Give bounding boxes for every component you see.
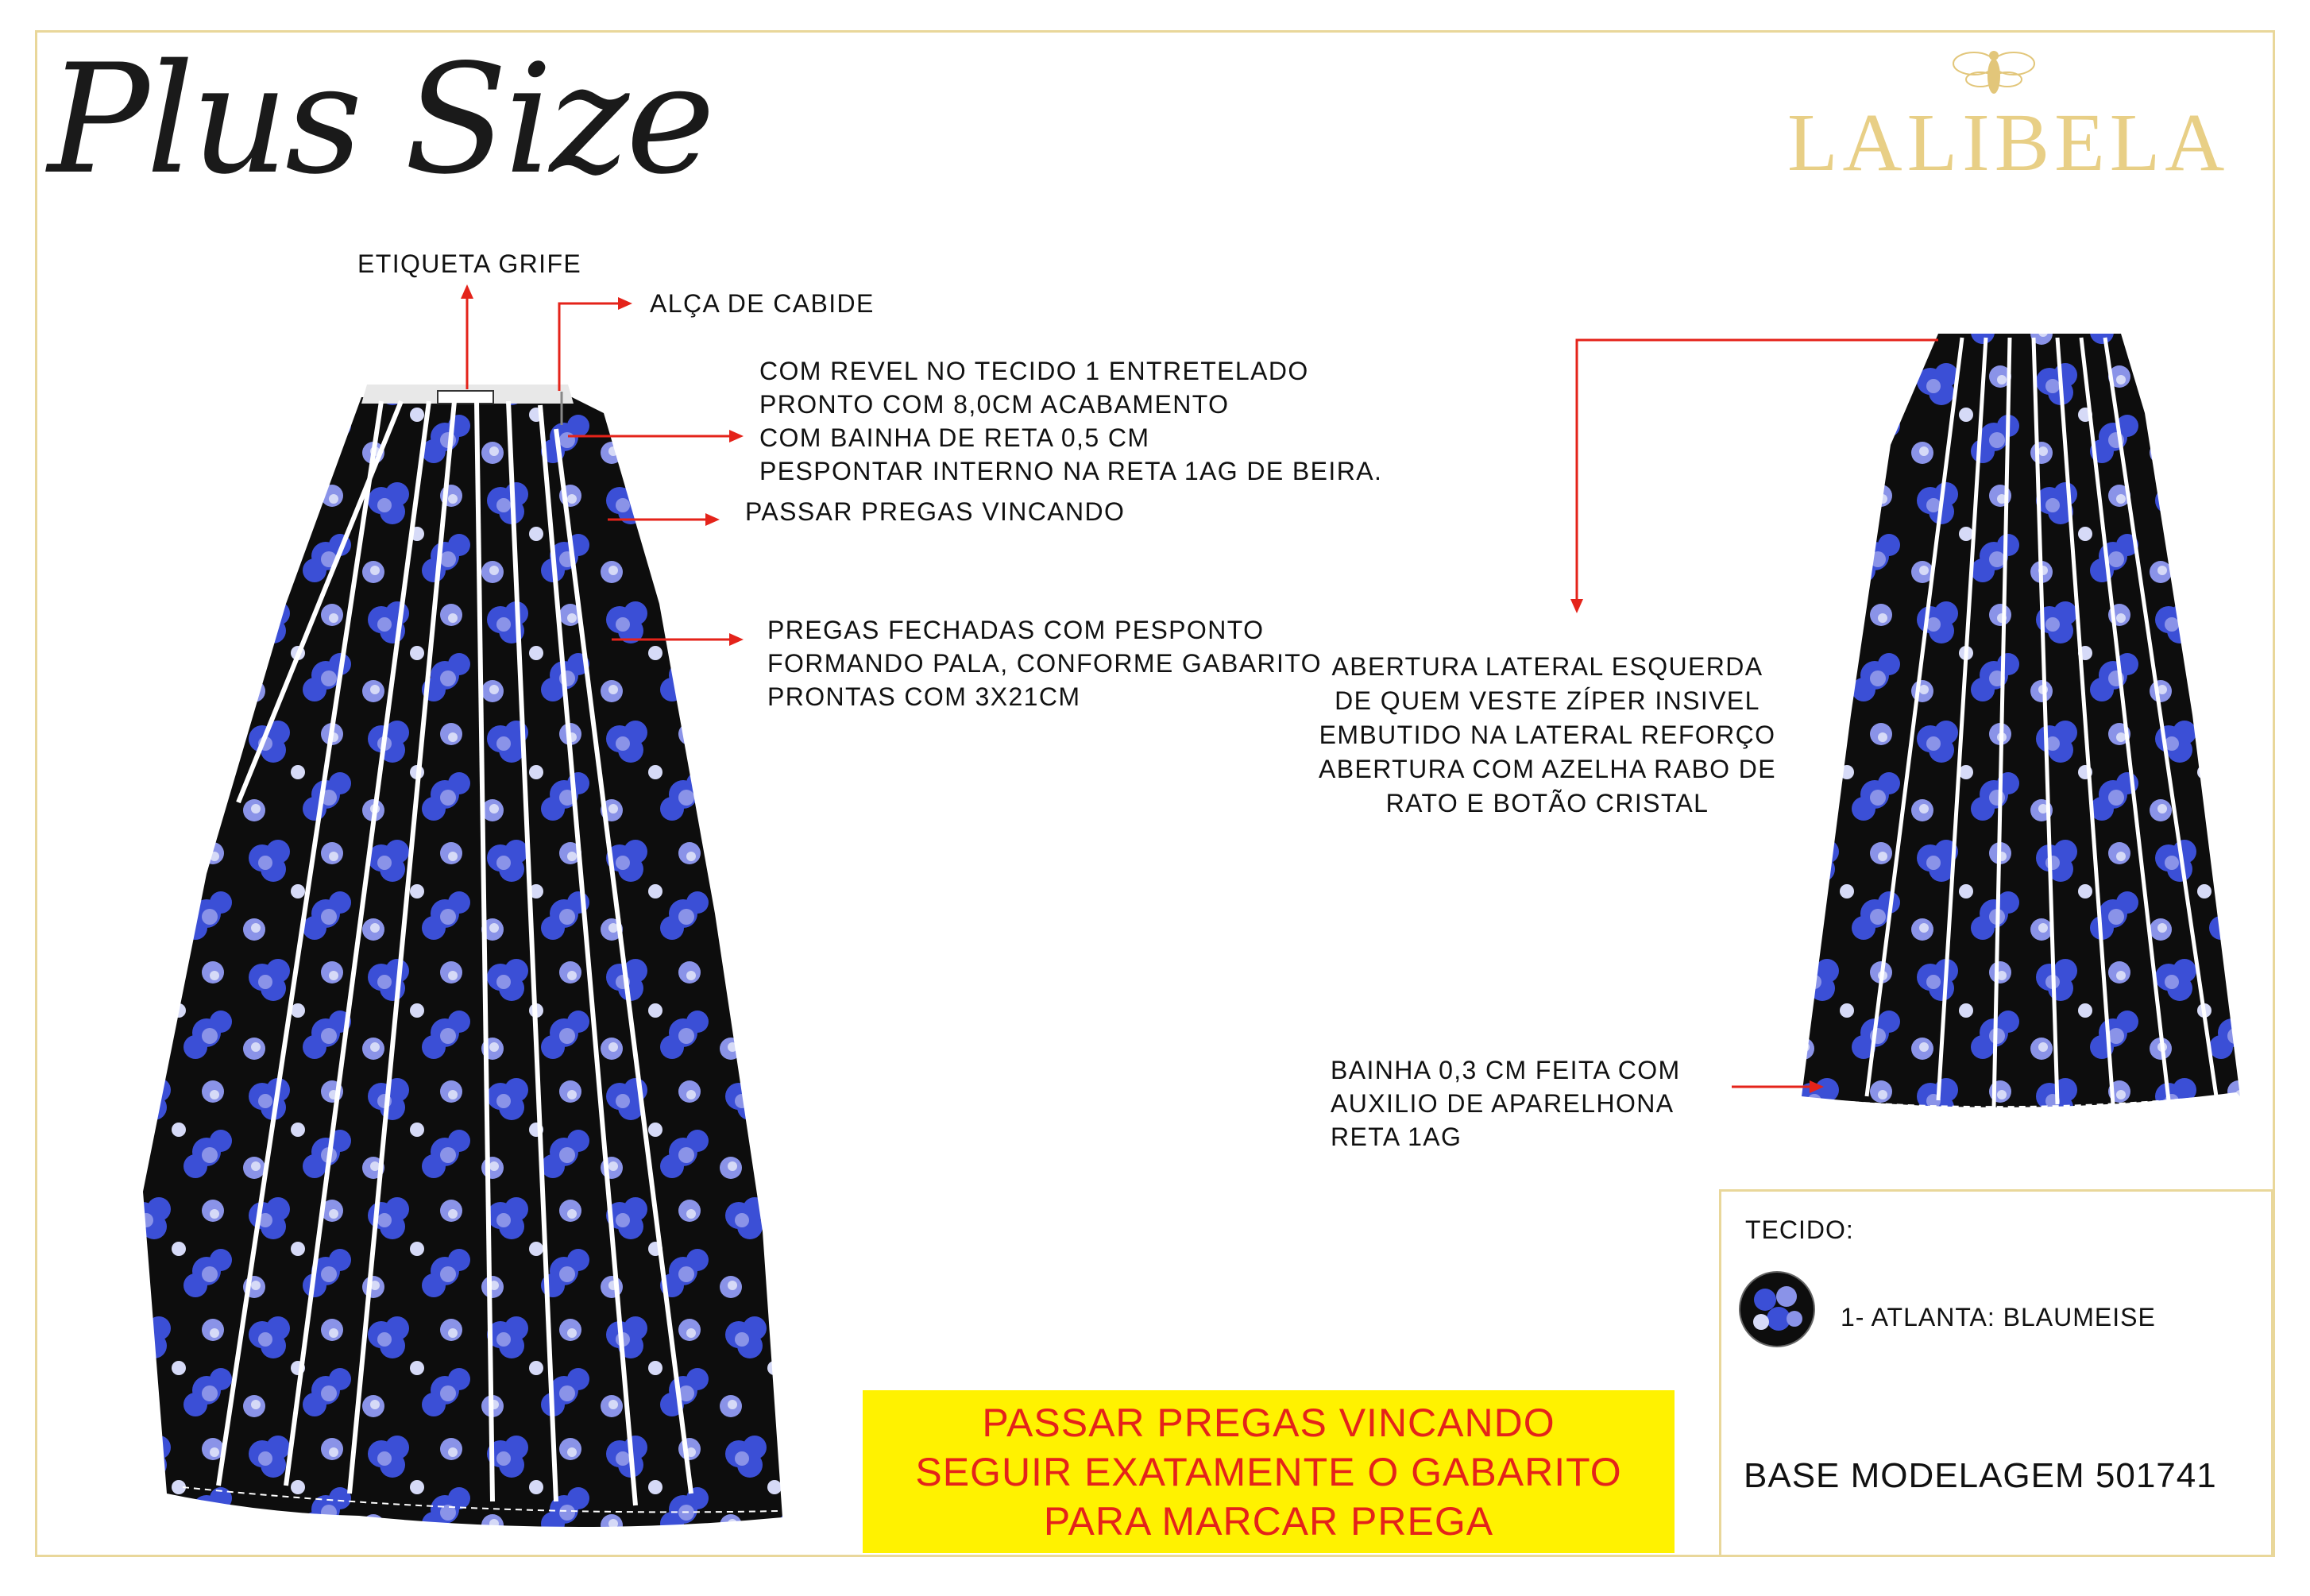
notice-line-1: PASSAR PREGAS VINCANDO (982, 1401, 1555, 1445)
label-alca-de-cabide: ALÇA DE CABIDE (650, 289, 875, 318)
front-skirt (143, 385, 782, 1527)
fabric-info-box (1719, 1189, 2273, 1557)
notice-line-2: SEGUIR EXATAMENTE O GABARITO (915, 1450, 1622, 1494)
fabric-swatch-icon (1737, 1269, 1817, 1349)
brand-logo: LALIBELA (1787, 97, 2230, 188)
label-pregas-fechadas: PREGAS FECHADAS COM PESPONTO FORMANDO PALA, CONFORME GABARITO PRONTAS COM 3X21CM (767, 616, 1322, 711)
base-modelagem: BASE MODELAGEM 501741 (1744, 1456, 2217, 1495)
label-abertura-lateral: ABERTURA LATERAL ESQUERDA DE QUEM VESTE ZÍPER INSIVEL EMBUTIDO NA LATERAL REFORÇO ABERTURA COM AZELHA RABO DE RATO E BOTÃO CRISTAL (1319, 652, 1777, 817)
label-revel: COM REVEL NO TECIDO 1 ENTRETELADO PRONTO COM 8,0CM ACABAMENTO COM BAINHA DE RETA 0,5 CM PESPONTAR INTERNO NA RETA 1AG DE BEIRA. (759, 357, 1383, 485)
label-passar-pregas: PASSAR PREGAS VINCANDO (745, 497, 1126, 526)
label-bainha: BAINHA 0,3 CM FEITA COM AUXILIO DE APARELHONA RETA 1AG (1331, 1056, 1681, 1151)
collection-title: Plus Size (48, 32, 713, 207)
notice-line-3: PARA MARCAR PREGA (1043, 1499, 1494, 1544)
notice-box (863, 1390, 1675, 1553)
fabric-name: 1- ATLANTA: BLAUMEISE (1841, 1303, 2156, 1331)
back-skirt (1802, 334, 2240, 1108)
label-etiqueta-grife: ETIQUETA GRIFE (357, 249, 582, 278)
tecido-title: TECIDO: (1745, 1215, 1854, 1244)
